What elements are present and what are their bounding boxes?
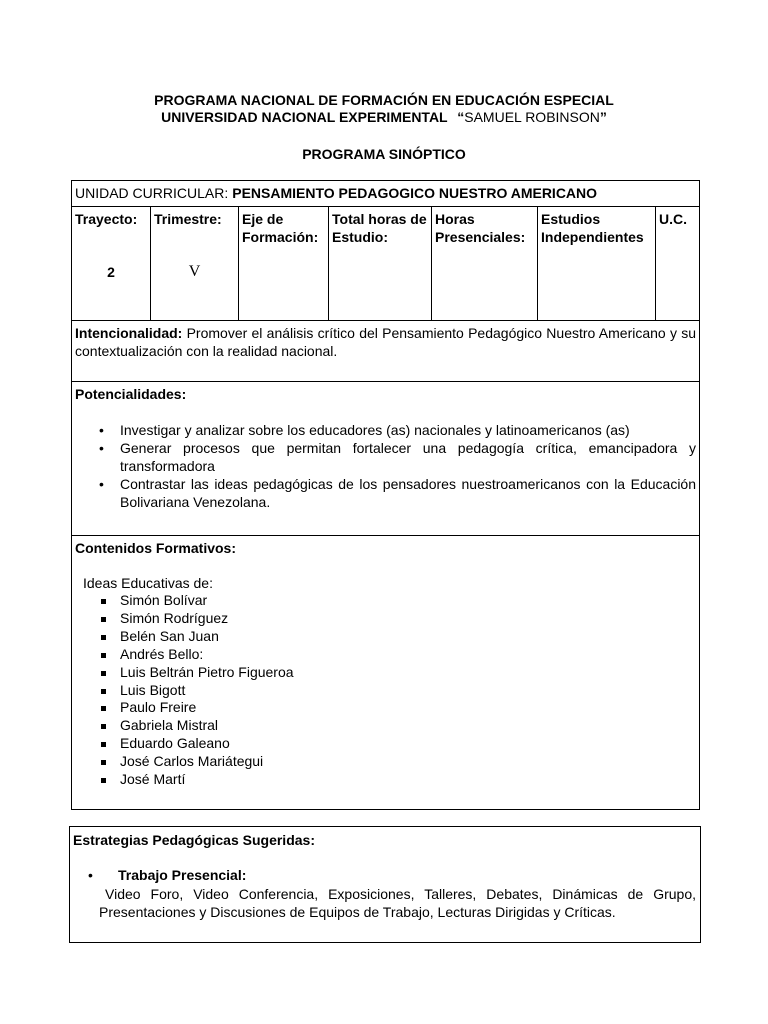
estrategias-label: Estrategias Pedagógicas Sugeridas: — [73, 832, 315, 848]
intencionalidad-text: Promover el análisis crítico del Pensamiento Pedagógico Nuestro Americano y su contextualización con la realidad nacional. — [75, 325, 696, 359]
list-item: • Generar procesos que permitan fortalecer una pedagogía crítica, emancipadora y transformadora — [120, 439, 696, 475]
trimestre-label: Trimestre: — [154, 211, 222, 227]
potencialidades-row — [72, 382, 699, 536]
potencialidades-label: Potencialidades: — [75, 386, 187, 402]
trayecto-label: Trayecto: — [75, 211, 138, 227]
potencialidades-list — [75, 421, 696, 511]
contenidos-label: Contenidos Formativos: — [75, 540, 237, 556]
eje-formacion-cell — [239, 207, 329, 320]
list-item: José Carlos Mariátegui — [120, 753, 696, 771]
university-quoted-name: SAMUEL ROBINSON — [464, 109, 600, 125]
list-item: • Contrastar las ideas pedagógicas de los pensadores nuestroamericanos con la Educación Bolivariana Venezolana. — [120, 475, 696, 511]
list-item: José Martí — [120, 771, 696, 789]
contenidos-row — [72, 536, 699, 809]
list-item: Simón Rodríguez — [120, 610, 696, 628]
uc-label: U.C. — [659, 211, 687, 227]
eje-formacion-label: Eje de Formación: — [242, 211, 319, 245]
trimestre-value: V — [188, 263, 201, 280]
estudios-independientes-label: Estudios Independientes — [541, 211, 644, 245]
trabajo-presencial-label: Trabajo Presencial: — [118, 867, 247, 883]
total-horas-label: Total horas de Estudio: — [332, 211, 427, 245]
trayecto-value: 2 — [107, 264, 115, 280]
bullet-icon: • — [88, 867, 93, 883]
contenidos-list — [75, 592, 696, 789]
quote-open: “ — [457, 109, 465, 125]
horas-presenciales-label: Horas Presenciales: — [435, 211, 526, 245]
info-columns-row — [72, 207, 699, 321]
intencionalidad-label: Intencionalidad: — [75, 325, 183, 341]
contenidos-intro: Ideas Educativas de: — [83, 575, 213, 591]
list-item: Luis Bigott — [120, 682, 696, 700]
unidad-curricular-row — [72, 181, 699, 207]
list-item: Gabriela Mistral — [120, 717, 696, 735]
list-item: • Investigar y analizar sobre los educadores (as) nacionales y latinoamericanos (as) — [120, 421, 696, 439]
estrategias-table — [69, 826, 701, 943]
intencionalidad-row — [72, 321, 699, 382]
list-item: Eduardo Galeano — [120, 735, 696, 753]
trayecto-cell — [72, 207, 151, 320]
unidad-curricular-label: UNIDAD CURRICULAR: — [75, 185, 229, 201]
trimestre-cell — [151, 207, 239, 320]
page-title: PROGRAMA SINÓPTICO — [302, 146, 466, 162]
list-item: Paulo Freire — [120, 699, 696, 717]
university-name: UNIVERSIDAD NACIONAL EXPERIMENTAL — [161, 109, 448, 125]
trabajo-presencial-text: Video Foro, Video Conferencia, Exposiciones, Talleres, Debates, Dinámicas de Grupo, Presentaciones y Discusiones de Equipos de Trabajo, Lecturas Dirigidas y Críticas. — [99, 886, 696, 920]
uc-cell — [656, 207, 699, 320]
total-horas-cell — [329, 207, 432, 320]
quote-close: ” — [599, 109, 607, 125]
list-item: Simón Bolívar — [120, 592, 696, 610]
unidad-curricular-value: PENSAMIENTO PEDAGOGICO NUESTRO AMERICANO — [232, 185, 598, 201]
header-line-2 — [0, 109, 768, 126]
list-item: Belén San Juan — [120, 628, 696, 646]
synoptic-table — [71, 180, 700, 810]
list-item: Andrés Bello: — [120, 646, 696, 664]
horas-presenciales-cell — [432, 207, 538, 320]
estudios-independientes-cell — [538, 207, 656, 320]
list-item: Luis Beltrán Pietro Figueroa — [120, 664, 696, 682]
header-line-1: PROGRAMA NACIONAL DE FORMACIÓN EN EDUCACIÓN ESPECIAL — [154, 92, 614, 108]
